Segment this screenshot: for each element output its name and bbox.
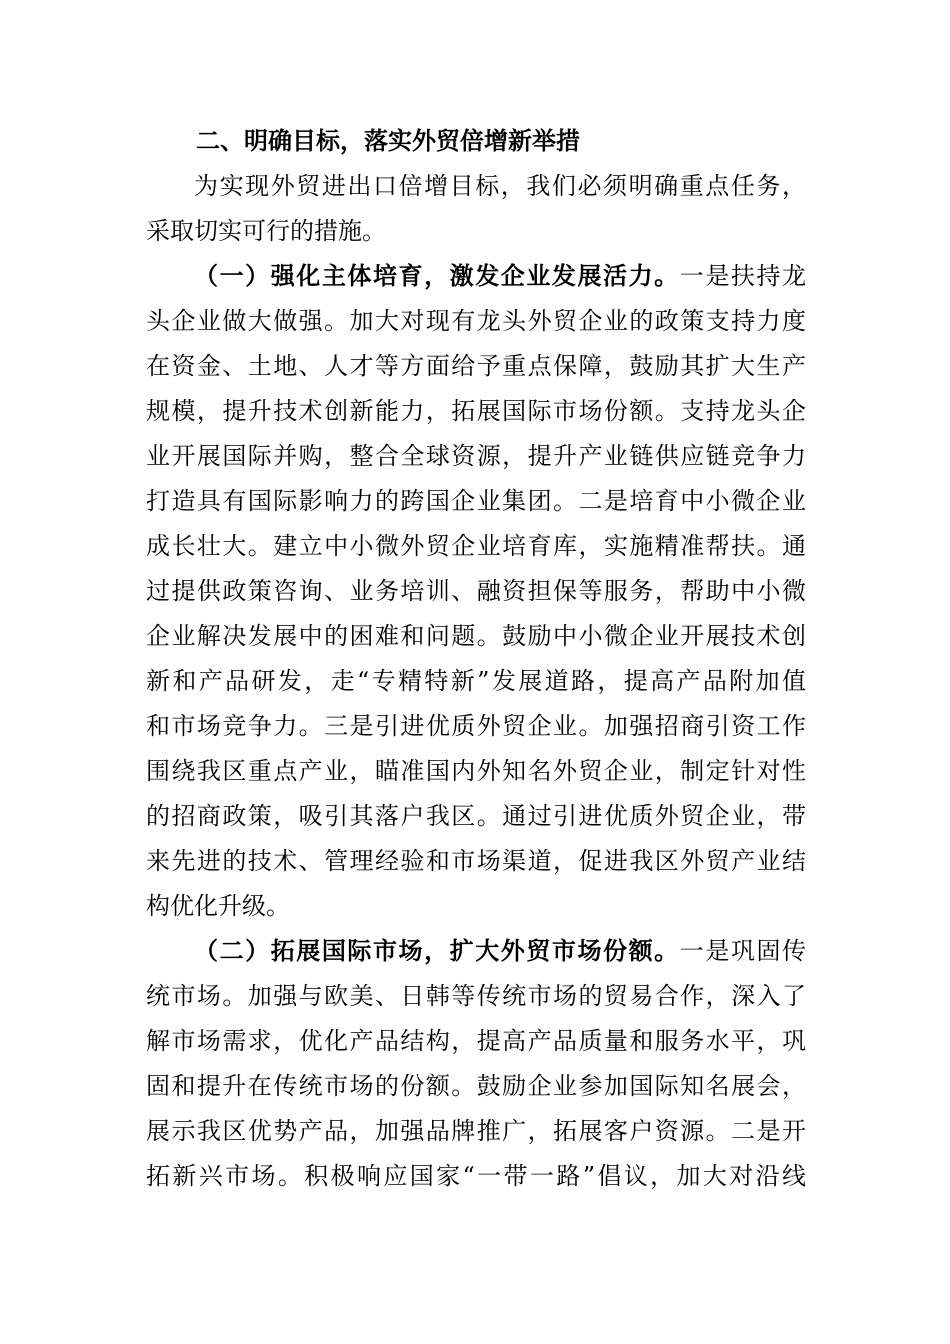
- paragraph-line: 固和提升在传统市场的份额。鼓励企业参加国际知名展会，: [146, 1072, 806, 1100]
- paragraph-line: 企业解决发展中的困难和问题。鼓励中小微企业开展技术创: [146, 622, 806, 650]
- intro-line: 采取切实可行的措施。: [146, 217, 386, 245]
- section-heading: 二、明确目标，落实外贸倍增新举措: [196, 127, 580, 155]
- paragraph-line: 过提供政策咨询、业务培训、融资担保等服务，帮助中小微: [146, 577, 806, 605]
- paragraph-line: 的招商政策，吸引其落户我区。通过引进优质外贸企业，带: [146, 802, 806, 830]
- intro-line: 为实现外贸进出口倍增目标，我们必须明确重点任务，: [194, 172, 806, 200]
- paragraph-line: 头企业做大做强。加大对现有龙头外贸企业的政策支持力度: [146, 307, 806, 335]
- paragraph-line: 打造具有国际影响力的跨国企业集团。二是培育中小微企业: [146, 487, 806, 515]
- subsection-title: （二）拓展国际市场，扩大外贸市场份额。: [194, 936, 680, 965]
- paragraph-line: 来先进的技术、管理经验和市场渠道，促进我区外贸产业结: [146, 847, 806, 875]
- paragraph-line: 和市场竞争力。三是引进优质外贸企业。加强招商引资工作: [146, 712, 806, 740]
- paragraph-line: [194, 936, 806, 966]
- paragraph-line: 围绕我区重点产业，瞄准国内外知名外贸企业，制定针对性: [146, 757, 806, 785]
- paragraph-line: 展示我区优势产品，加强品牌推广，拓展客户资源。二是开: [146, 1117, 806, 1145]
- paragraph-line: 规模，提升技术创新能力，拓展国际市场份额。支持龙头企: [146, 397, 806, 425]
- paragraph-line: 业开展国际并购，整合全球资源，提升产业链供应链竞争力: [146, 442, 806, 470]
- paragraph-line: 解市场需求，优化产品结构，提高产品质量和服务水平，巩: [146, 1027, 806, 1055]
- paragraph-line: 在资金、土地、人才等方面给予重点保障，鼓励其扩大生产: [146, 352, 806, 380]
- paragraph-line: 构优化升级。: [146, 892, 290, 920]
- paragraph-line: 新和产品研发，走“专精特新”发展道路，提高产品附加值: [146, 667, 806, 695]
- paragraph-line: 统市场。加强与欧美、日韩等传统市场的贸易合作，深入了: [146, 982, 806, 1010]
- paragraph-line: [194, 261, 806, 291]
- subsection-title: （一）强化主体培育，激发企业发展活力。: [194, 261, 680, 290]
- paragraph-line: 拓新兴市场。积极响应国家“一带一路”倡议，加大对沿线: [146, 1162, 806, 1190]
- paragraph-text: 一是巩固传: [679, 937, 807, 965]
- paragraph-line: 成长壮大。建立中小微外贸企业培育库，实施精准帮扶。通: [146, 532, 806, 560]
- paragraph-text: 一是扶持龙: [679, 262, 807, 290]
